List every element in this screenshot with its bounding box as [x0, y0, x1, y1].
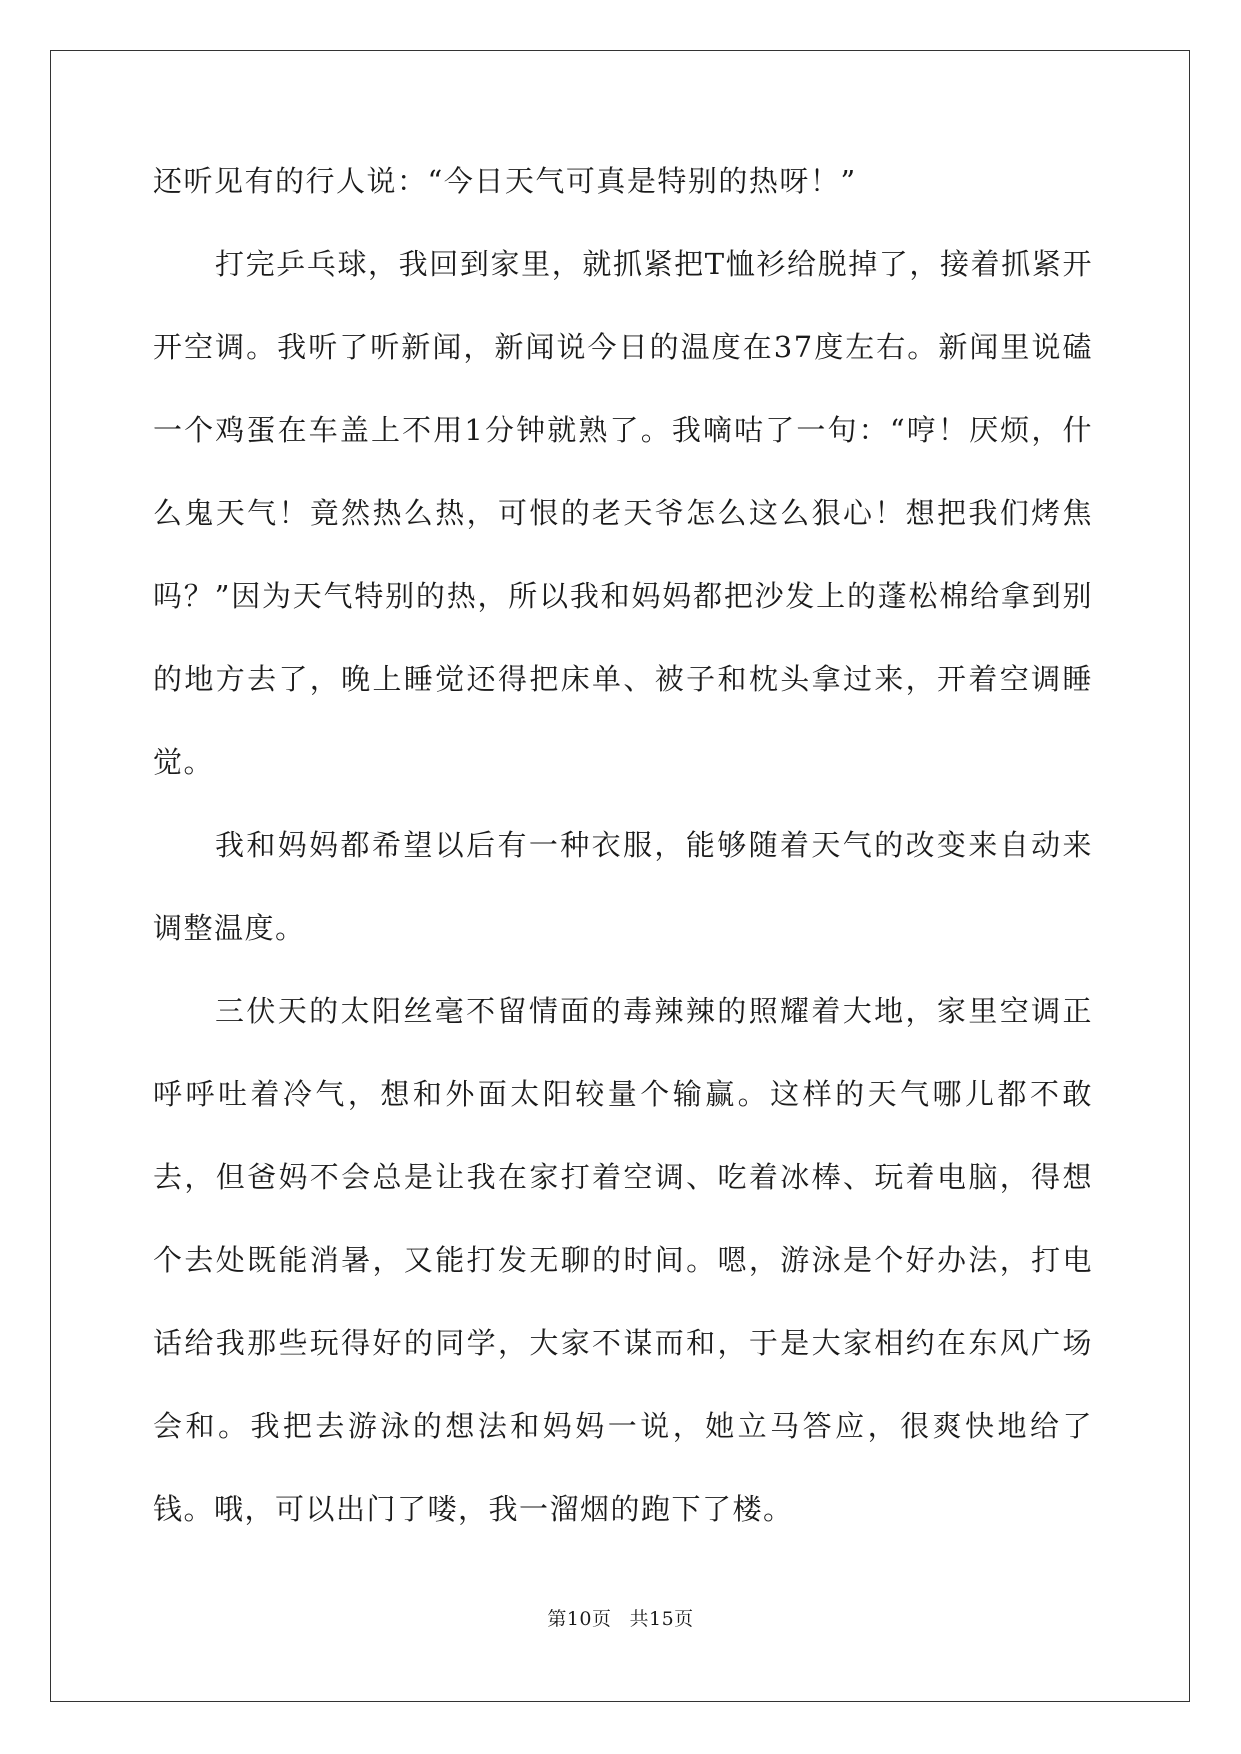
current-page-number: 第10页: [547, 1608, 612, 1630]
paragraph-4: 三伏天的太阳丝毫不留情面的毒辣辣的照耀着大地，家里空调正呼呼吐着冷气，想和外面太阳较量个输赢。这样的天气哪儿都不敢去，但爸妈不会总是让我在家打着空调、吃着冰棒、玩着电脑，得想个去处既能消暑，又能打发无聊的时间。嗯，游泳是个好办法，打电话给我那些玩得好的同学，大家不谋而和，于是大家相约在东风广场会和。我把去游泳的想法和妈妈一说，她立马答应，很爽快地给了钱。哦，可以出门了喽，我一溜烟的跑下了楼。: [153, 994, 1093, 1526]
paragraph-1: 还听见有的行人说：“今日天气可真是特别的热呀！”: [153, 164, 857, 198]
page-footer: [0, 1604, 1241, 1631]
total-page-count: 共15页: [629, 1608, 694, 1630]
paragraph-2: 打完乒乓球，我回到家里，就抓紧把T恤衫给脱掉了，接着抓紧开开空调。我听了听新闻，新闻说今日的温度在37度左右。新闻里说磕一个鸡蛋在车盖上不用1分钟就熟了。我嘀咕了一句：“哼！厌烦，什么鬼天气！竟然热么热，可恨的老天爷怎么这么狠心！想把我们烤焦吗？”因为天气特别的热，所以我和妈妈都把沙发上的蓬松棉给拿到别的地方去了，晚上睡觉还得把床单、被子和枕头拿过来，开着空调睡觉。: [153, 247, 1093, 779]
paragraph-3: 我和妈妈都希望以后有一种衣服，能够随着天气的改变来自动来调整温度。: [153, 828, 1093, 945]
document-body: [153, 140, 1093, 1551]
